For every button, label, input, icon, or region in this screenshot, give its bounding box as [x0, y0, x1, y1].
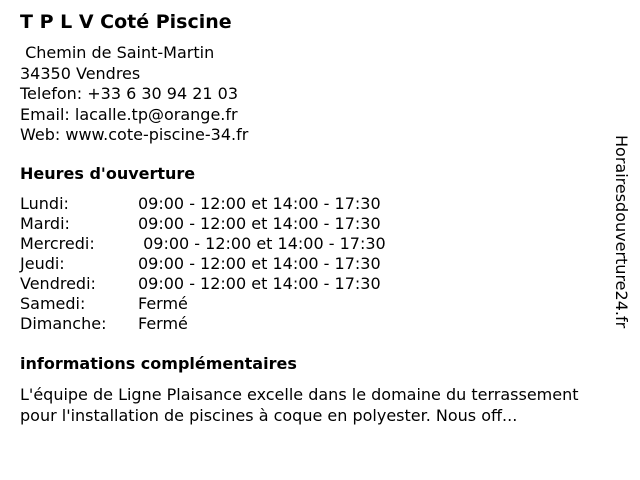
day-label: Samedi: — [20, 294, 86, 313]
day-hours: Fermé — [138, 294, 188, 313]
hours-row-friday — [20, 274, 386, 294]
day-hours: 09:00 - 12:00 et 14:00 - 17:30 — [138, 254, 381, 273]
day-hours: 09:00 - 12:00 et 14:00 - 17:30 — [138, 194, 381, 213]
site-watermark: Horairesdouverture24.fr — [612, 135, 631, 329]
contact-block — [20, 43, 248, 146]
hours-row-tuesday — [20, 214, 386, 234]
day-hours: Fermé — [138, 314, 188, 333]
day-label: Mardi: — [20, 214, 70, 233]
day-label: Mercredi: — [20, 234, 95, 253]
hours-row-monday — [20, 194, 386, 214]
street-address: Chemin de Saint-Martin — [20, 43, 215, 62]
info-heading: informations complémentaires — [20, 354, 297, 373]
web-line: Web: www.cote-piscine-34.fr — [20, 125, 249, 144]
hours-row-thursday — [20, 254, 386, 274]
email-line: Email: lacalle.tp@orange.fr — [20, 104, 238, 124]
day-label: Vendredi: — [20, 274, 96, 293]
hours-heading: Heures d'ouverture — [20, 164, 196, 183]
phone-line: Telefon: +33 6 30 94 21 03 — [20, 84, 239, 103]
city-address: 34350 Vendres — [20, 63, 141, 83]
day-label: Lundi: — [20, 194, 69, 213]
hours-row-sunday — [20, 314, 386, 334]
business-name: T P L V Coté Piscine — [20, 11, 232, 33]
hours-table — [20, 194, 386, 334]
day-label: Jeudi: — [20, 254, 65, 273]
day-hours: 09:00 - 12:00 et 14:00 - 17:30 — [138, 214, 381, 233]
day-hours: 09:00 - 12:00 et 14:00 - 17:30 — [138, 234, 386, 253]
hours-row-wednesday — [20, 234, 386, 254]
day-label: Dimanche: — [20, 314, 107, 333]
hours-row-saturday — [20, 294, 386, 314]
day-hours: 09:00 - 12:00 et 14:00 - 17:30 — [138, 274, 381, 293]
business-description: L'équipe de Ligne Plaisance excelle dans le domaine du terrassement pour l'installation de piscines à coque en polyester. Nous off... — [20, 385, 579, 425]
